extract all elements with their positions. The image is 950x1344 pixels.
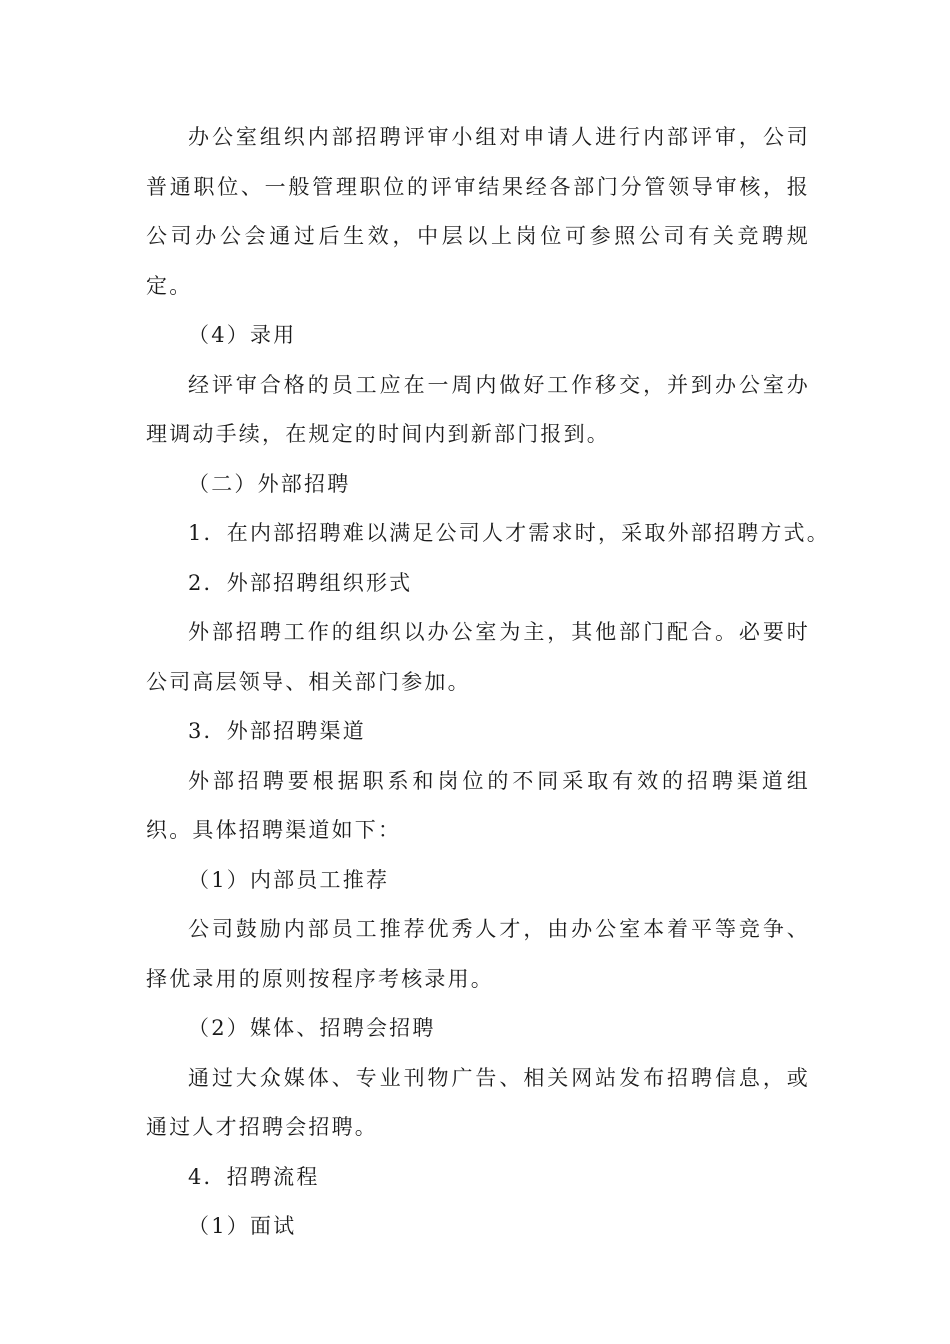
paragraph-external-organization: 外部招聘工作的组织以办公室为主，其他部门配合。必要时公司高层领导、相关部门参加。 — [146, 620, 810, 694]
heading-interview: （1）面试 — [188, 1214, 297, 1238]
paragraph-media-job-fair: 通过大众媒体、专业刊物广告、相关网站发布招聘信息，或通过人才招聘会招聘。 — [146, 1065, 810, 1139]
item-external-when: 1．在内部招聘难以满足公司人才需求时，采取外部招聘方式。 — [188, 521, 830, 545]
heading-external-recruitment: （二）外部招聘 — [188, 471, 351, 496]
heading-media-job-fair: （2）媒体、招聘会招聘 — [188, 1016, 436, 1040]
paragraph-external-channels: 外部招聘要根据职系和岗位的不同采取有效的招聘渠道组织。具体招聘渠道如下： — [146, 768, 810, 842]
heading-hiring: （4）录用 — [188, 323, 297, 347]
paragraph-handover: 经评审合格的员工应在一周内做好工作移交，并到办公室办理调动手续，在规定的时间内到新部门报到。 — [146, 372, 810, 446]
heading-external-organization: 2．外部招聘组织形式 — [188, 570, 413, 595]
document-body — [146, 113, 830, 1252]
paragraph-employee-referral: 公司鼓励内部员工推荐优秀人才，由办公室本着平等竞争、择优录用的原则按程序考核录用。 — [146, 917, 810, 991]
heading-recruitment-process: 4．招聘流程 — [188, 1164, 320, 1189]
paragraph-internal-review: 办公室组织内部招聘评审小组对申请人进行内部评审，公司普通职位、一般管理职位的评审结果经各部门分管领导审核，报公司办公会通过后生效，中层以上岗位可参照公司有关竞聘规定。 — [146, 125, 810, 298]
heading-external-channels: 3．外部招聘渠道 — [188, 719, 366, 743]
heading-employee-referral: （1）内部员工推荐 — [188, 867, 390, 892]
